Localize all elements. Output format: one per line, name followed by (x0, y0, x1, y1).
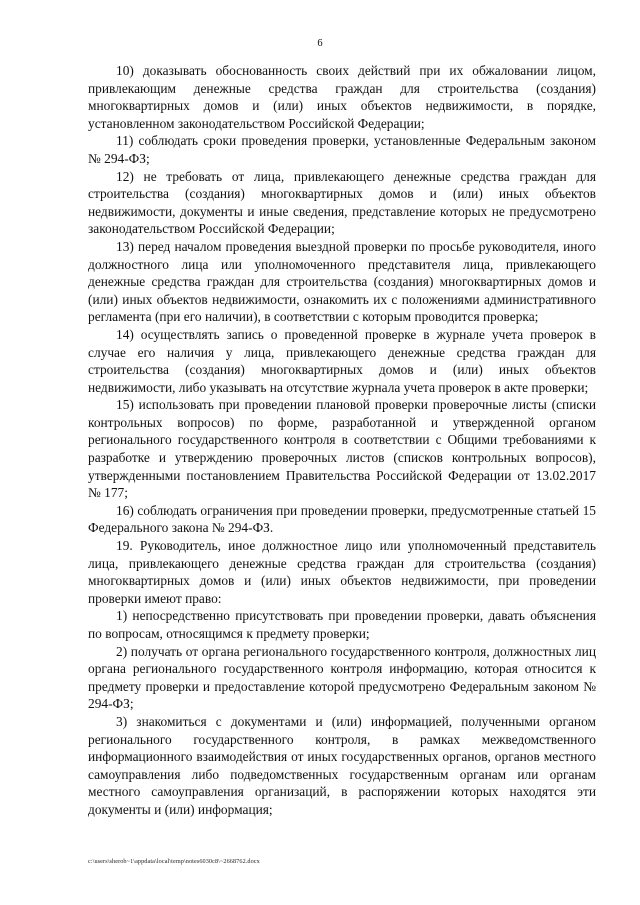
paragraph-item-13: 13) перед началом проведения выездной проверки по просьбе руководителя, иного должностного лица или уполномоченного представителя лица, привлекающего денежные средства граждан для строительства (создания) многоквартирных домов и (или) иных объектов недвижимости, ознакомить их с положениями административного регламента (при его наличии), в соответствии с которым проводится проверка; (88, 238, 596, 325)
document-body (88, 62, 596, 819)
page-number: 6 (317, 38, 323, 49)
paragraph-item-15: 15) использовать при проведении плановой проверки проверочные листы (списки контрольных вопросов) по форме, разработанной и утвержденной органом регионального государственного контроля в соответствии с Общими требованиями к разработке и утверждению проверочных листов (списков контрольных вопросов), утвержденными постановлением Правительства Российской Федерации от 13.02.2017 № 177; (88, 397, 596, 501)
paragraph-right-3: 3) знакомиться с документами и (или) информацией, полученными органом регионального государственного контроля, в рамках межведомственного информационного взаимодействия от иных государственных органов, органов местного самоуправления либо подведомственных государственным органам или органам местного самоуправления организаций, в распоряжении которых находятся эти документы и (или) информация; (88, 713, 596, 817)
paragraph-right-1: 1) непосредственно присутствовать при проведении проверки, давать объяснения по вопросам, относящимся к предмету проверки; (88, 608, 596, 641)
paragraph-item-16: 16) соблюдать ограничения при проведении проверки, предусмотренные статьей 15 Федерального закона № 294-ФЗ. (88, 502, 596, 536)
paragraph-item-14: 14) осуществлять запись о проведенной проверке в журнале учета проверок в случае его наличия у лица, привлекающего денежные средства граждан для строительства (создания) многоквартирных домов и (или) иных объектов недвижимости, либо указывать на отсутствие журнала учета проверок в акте проверки; (88, 326, 596, 395)
paragraph-item-11: 11) соблюдать сроки проведения проверки, установленные Федеральным законом № 294-ФЗ; (88, 133, 596, 166)
paragraph-item-12: 12) не требовать от лица, привлекающего денежные средства граждан для строительства (создания) многоквартирных домов и (или) иных объектов недвижимости, документы и иные сведения, представление которых не предусмотрено законодательством Российской Федерации; (88, 168, 596, 237)
paragraph-item-10: 10) доказывать обоснованность своих действий при их обжаловании лицом, привлекающим денежные средства граждан для строительства (создания) многоквартирных домов и (или) иных объектов недвижимости, в порядке, установленном законодательством Российской Федерации; (88, 63, 596, 131)
paragraph-right-2: 2) получать от органа регионального государственного контроля, должностных лиц органа регионального государственного контроля информацию, которая относится к предмету проверки и предоставление которой предусмотрено Федеральным законом № 294-ФЗ; (88, 643, 596, 712)
file-path-footer: c:\users\sherob~1\appdata\local\temp\notes6030c8\~2668762.docx (88, 858, 260, 865)
paragraph-section-19: 19. Руководитель, иное должностное лицо или уполномоченный представитель лица, привлекающего денежные средства граждан для строительства (создания) многоквартирных домов и (или) иных объектов недвижимости, при проведении проверки имеют право: (88, 538, 596, 606)
